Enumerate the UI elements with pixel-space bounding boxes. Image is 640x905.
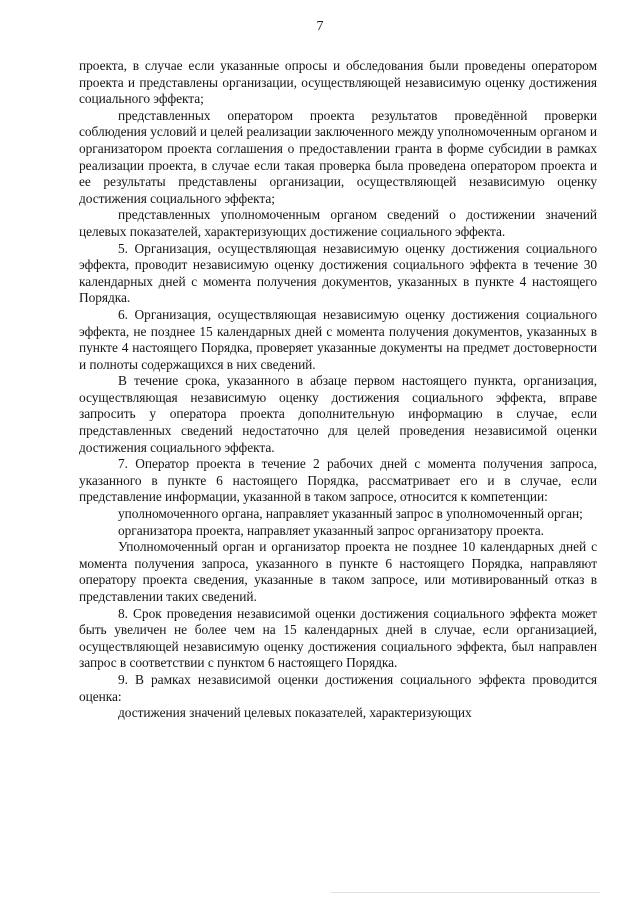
paragraph-clause-7: 7. Оператор проекта в течение 2 рабочих дней с момента получения запроса, указанного в пункте 6 настоящего Порядка, рассматривает его и в случае, если представление информации, указанной в таком запросе, относится к компетенции: [79,456,597,505]
paragraph: уполномоченного органа, направляет указанный запрос в уполномоченный орган; [118,506,583,522]
paragraph: организатора проекта, направляет указанный запрос организатору проекта. [118,522,544,538]
paragraph: представленных оператором проекта результатов проведённой проверки соблюдения условий и целей реализации заключенного между уполномоченным органом и организатором проекта соглашения о предоставлении гранта в форме субсидии в рамках реализации проекта, в случае если такая проверка была проведена оператором проекта и ее результаты представлены организации, осуществляющей независимую оценку достижения социального эффекта; [79,107,597,206]
page-number: 7 [316,19,324,34]
paragraph: В течение срока, указанного в абзаце первом настоящего пункта, организация, осуществляющая независимую оценку достижения социального эффекта, вправе запросить у оператора проекта дополнительную информацию в случае, если представленных сведений недостаточно для целей проведения независимой оценки достижения социального эффекта. [79,373,597,455]
paragraph-clause-5: 5. Организация, осуществляющая независимую оценку достижения социального эффекта, проводит независимую оценку достижения социального эффекта в течение 30 календарных дней с момента получения документов, указанных в пункте 4 настоящего Порядка. [79,240,597,306]
paragraph-clause-9: 9. В рамках независимой оценки достижения социального эффекта проводится оценка: [79,671,597,704]
bottom-scan-line [330,892,600,893]
paragraph-clause-8: 8. Срок проведения независимой оценки достижения социального эффекта может быть увеличен не более чем на 15 календарных дней в случае, если организацией, осуществляющей независимую оценку достижения социального эффекта, был направлен запрос в соответствии с пунктом 6 настоящего Порядка. [79,605,597,671]
paragraph-clause-6: 6. Организация, осуществляющая независимую оценку достижения социального эффекта, не позднее 15 календарных дней с момента получения документов, указанных в пункте 4 настоящего Порядка, проверяет указанные документы на предмет достоверности и полноты содержащихся в них сведений. [79,306,597,372]
paragraph-continuation: проекта, в случае если указанные опросы и обследования были проведены оператором проекта и представлены организации, осуществляющей независимую оценку достижения социального эффекта; [79,58,597,107]
paragraph: достижения значений целевых показателей, характеризующих [118,705,472,721]
paragraph: Уполномоченный орган и организатор проекта не позднее 10 календарных дней с момента получения запроса, указанного в пункте 6 настоящего Порядка, направляют оператору проекта сведения, указанные в таком запросе, или мотивированный отказ в представлении таких сведений. [79,539,597,604]
paragraph: представленных уполномоченным органом сведений о достижении значений целевых показателей, характеризующих достижение социального эффекта. [79,207,597,239]
document-body [79,58,597,722]
